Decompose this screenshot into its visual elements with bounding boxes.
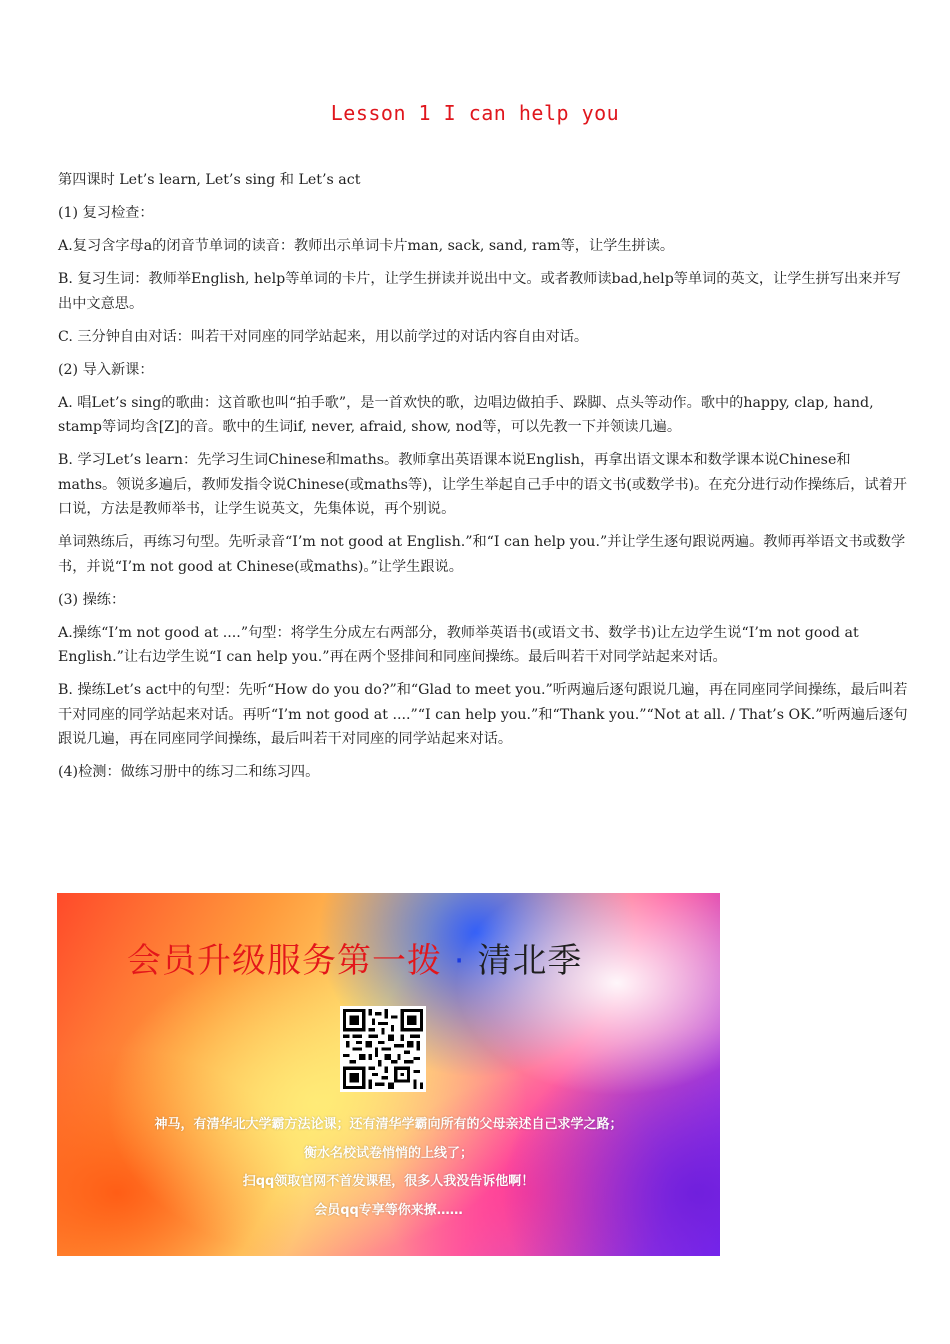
banner-line: 神马，有清华北大学霸方法论课；还有清华学霸向所有的父母亲述自己求学之路；	[154, 1117, 623, 1132]
lesson-title: Lesson 1 I can help you	[330, 101, 620, 125]
banner-heading	[127, 933, 582, 982]
lesson-body	[58, 168, 908, 793]
paragraph-review-b: B. 复习生词：教师举English, help等单词的卡片，让学生拼读并说出中文。或者教师读bad,help等单词的英文，让学生拼写出来并写出中文意思。	[58, 271, 901, 312]
paragraph-step-1-heading: (1) 复习检查：	[58, 205, 154, 221]
paragraph-sentence-practice: 单词熟练后，再练习句型。先听录音“I’m not good at English.”和“I can help you.”并让学生逐句跟说两遍。教师再举语文书或数学书，并说“I’m not good at Chinese(或maths)。”让学生跟说。	[58, 534, 906, 575]
paragraph-new-lesson-a: A. 唱Let’s sing的歌曲：这首歌也叫“拍手歌”，是一首欢快的歌，边唱边做拍手、跺脚、点头等动作。歌中的happy, clap, hand, stamp等词均含[Z]的音。歌中的生词if, never, afraid, show, nod等，可以先教一下并领读几遍。	[58, 394, 874, 435]
promo-banner[interactable]	[57, 893, 720, 1256]
paragraph-step-2-heading: (2) 导入新课：	[58, 361, 154, 378]
qr-code-icon[interactable]	[340, 1006, 426, 1092]
banner-heading-part2: 清北季	[477, 941, 583, 981]
banner-line: 扫qq领取官网不首发课程，很多人我没告诉他啊！	[242, 1174, 535, 1189]
paragraph-drill-a: A.操练“I’m not good at ....”句型：将学生分成左右两部分，教师举英语书(或语文书、数学书)让左边学生说“I’m not good at English.”让右边学生说“I can help you.”再在两个竖排间和同座间操练。最后叫若干对同学站起来对话。	[58, 624, 859, 665]
paragraph-review-a: A.复习含字母a的闭音节单词的读音：教师出示单词卡片man, sack, sand, ram等，让学生拼读。	[58, 238, 675, 254]
banner-heading-dot: ·	[442, 941, 478, 981]
paragraph-new-lesson-b: B. 学习Let’s learn：先学习生词Chinese和maths。教师拿出英语课本说English，再拿出语文课本和数学课本说Chinese和maths。领说多遍后，教师发指令说Chinese(或maths等)，让学生举起自己手中的语文书(或数学书)。在充分进行动作操练后，试着开口说，方法是教师举书，让学生说英文，先集体说，再个别说。	[58, 452, 907, 517]
banner-line: 衡水名校试卷悄悄的上线了；	[303, 1145, 473, 1161]
banner-line: 会员qq专享等你来撩……	[314, 1202, 463, 1218]
banner-text-block	[57, 1111, 720, 1225]
paragraph-review-c: C. 三分钟自由对话：叫若干对同座的同学站起来，用以前学过的对话内容自由对话。	[58, 328, 589, 345]
paragraph-lesson-period: 第四课时 Let’s learn, Let’s sing 和 Let’s act	[58, 172, 361, 188]
paragraph-test: (4)检测：做练习册中的练习二和练习四。	[58, 764, 320, 780]
paragraph-drill-b: B. 操练Let’s act中的句型：先听“How do you do?”和“Glad to meet you.”听两遍后逐句跟说几遍，再在同座同学间操练，最后叫若干对同座的同学站起来对话。再听“I’m not good at ....”“I can help you.”和“Thank you.”“Not at all. / That’s OK.”听两遍后逐句跟说几遍，再在同座同学间操练，最后叫若干对同座的同学站起来对话。	[58, 682, 908, 747]
paragraph-step-3-heading: (3) 操练：	[58, 591, 126, 608]
banner-heading-part1: 会员升级服务第一拨	[127, 941, 442, 981]
